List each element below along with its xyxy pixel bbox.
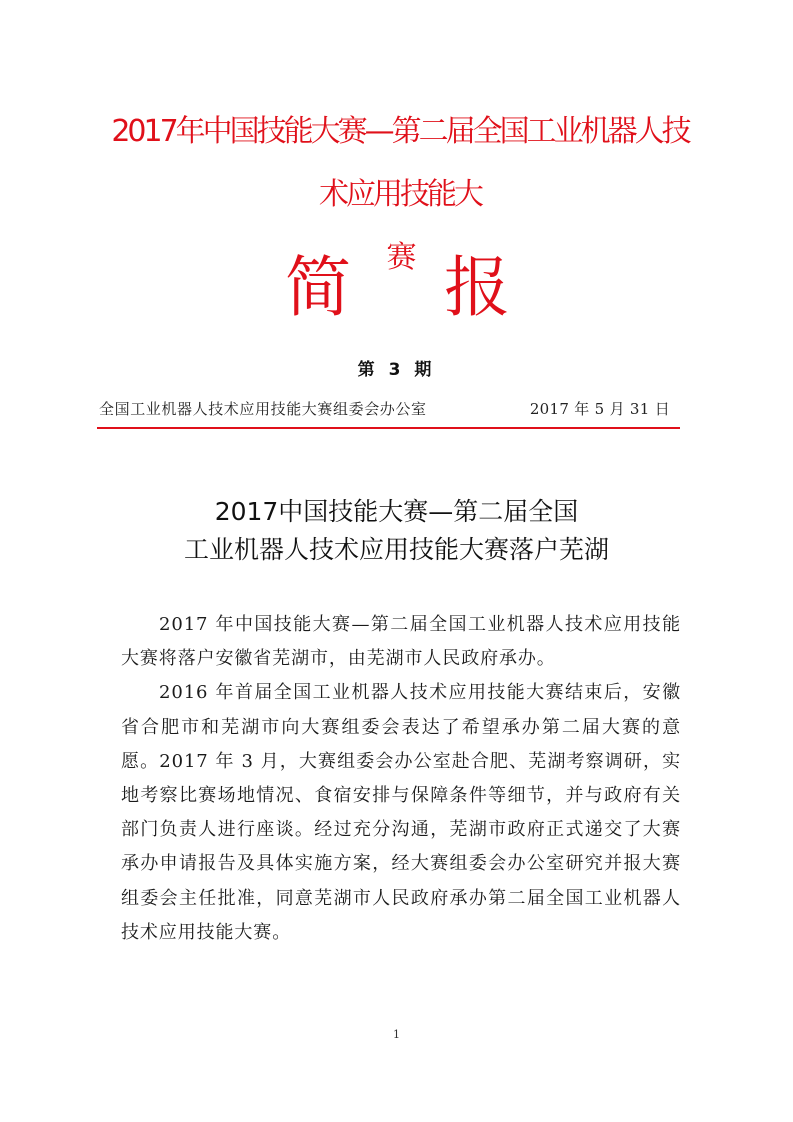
event-title bbox=[110, 100, 690, 289]
bulletin-title-char1: 简 bbox=[285, 249, 351, 326]
article-title bbox=[0, 493, 793, 569]
page-number: 1 bbox=[393, 1028, 400, 1041]
article-title-line1: 2017中国技能大赛—第二届全国 bbox=[214, 497, 579, 526]
event-title-line2: 赛 bbox=[386, 240, 414, 275]
event-title-line1: 2017年中国技能大赛—第二届全国工业机器人技术应用技能大 bbox=[111, 114, 689, 212]
issue-number: 第 3 期 bbox=[357, 360, 436, 380]
issuer-line bbox=[99, 398, 676, 419]
article-title-line2: 工业机器人技术应用技能大赛落户芜湖 bbox=[183, 535, 609, 564]
issue-date: 2017 年 5 月 31 日 bbox=[529, 400, 670, 418]
article-body bbox=[121, 608, 681, 950]
issuer-name: 全国工业机器人技术应用技能大赛组委会办公室 bbox=[99, 400, 427, 418]
bulletin-title-char2: 报 bbox=[444, 249, 510, 326]
article-paragraph: 2016 年首届全国工业机器人技术应用技能大赛结束后，安徽省合肥市和芜湖市向大赛组委会表达了希望承办第二届大赛的意愿。2017 年 3 月，大赛组委会办公室赴合肥、芜湖考察调研，实地考察比赛场地情况、食宿安排与保障条件等细节，并与政府有关部门负责人进行座谈。经过充分沟通，芜湖市政府正式递交了大赛承办申请报告及具体实施方案，经大赛组委会办公室研究并报大赛组委会主任批准，同意芜湖市人民政府承办第二届全国工业机器人技术应用技能大赛。 bbox=[121, 682, 681, 943]
header-divider bbox=[97, 427, 680, 429]
article-paragraph: 2017 年中国技能大赛—第二届全国工业机器人技术应用技能大赛将落户安徽省芜湖市，由芜湖市人民政府承办。 bbox=[121, 614, 681, 670]
